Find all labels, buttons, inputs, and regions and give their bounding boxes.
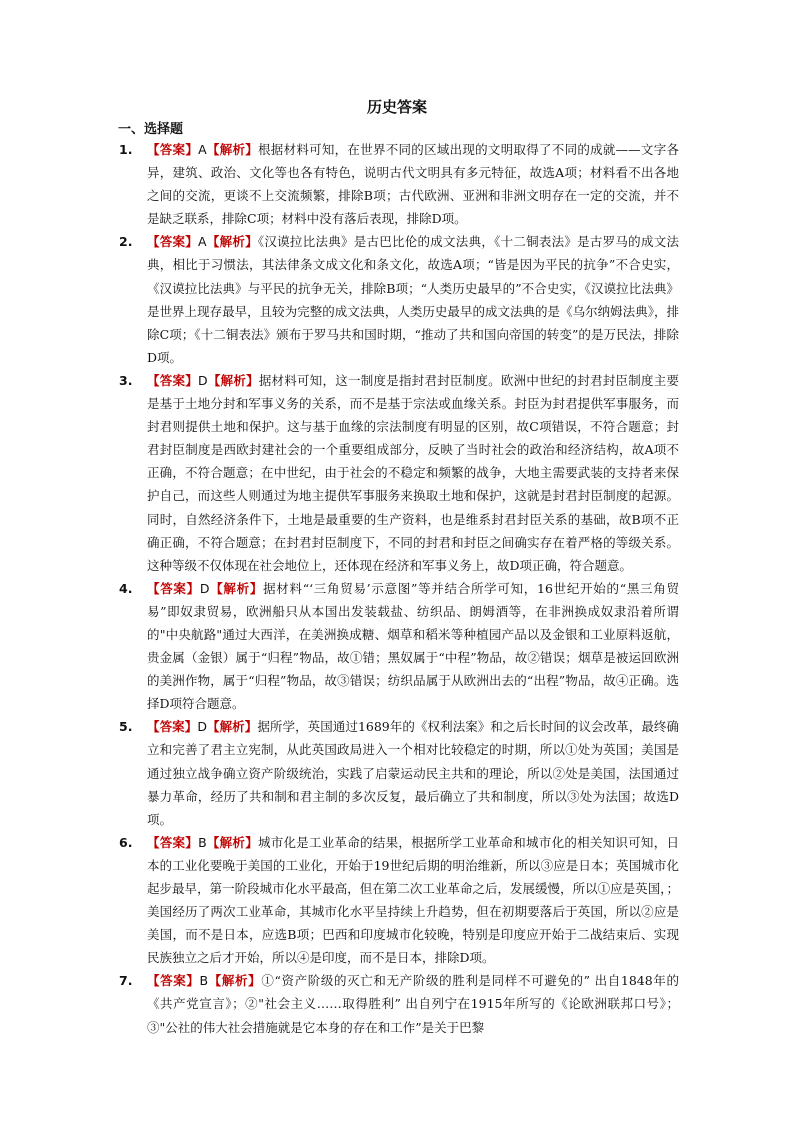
answer-letter: D xyxy=(199,580,210,596)
answer-letter: D xyxy=(197,719,207,735)
analysis-text: 根据材料可知，在世界不同的区域出现的文明取得了不同的成就——文字各异，建筑、政治、文化等也各有特色，说明古代文明具有多元特征，故选A项；材料看不出各地之间的交流，更谈不上交流频繁，排除B项；古代欧洲、亚洲和非洲文明存在一定的交流，并不是缺乏联系，排除C项；材料中没有落后表现，排除D项。 xyxy=(147,142,679,227)
analysis-label: 【解析】 xyxy=(209,580,264,596)
analysis-label: 【解析】 xyxy=(208,973,262,989)
question-item-4 xyxy=(119,577,679,716)
answer-letter: B xyxy=(198,834,207,850)
answer-letter: A xyxy=(198,142,207,157)
analysis-text: 据所学，英国通过1689年的《权利法案》和之后长时间的议会改革，最终确立和完善了君主立宪制，从此英国政局进入一个相对比较稳定的时期，所以①处为英国；美国是通过独立战争确立资产阶级统治，实践了启蒙运动民主共和的理论，所以②处是美国，法国通过暴力革命，经历了共和制和君主制的多次反复，最后确立了共和制度，所以③处为法国；故选D项。 xyxy=(147,719,679,827)
answer-label: 【答案】 xyxy=(147,372,198,388)
question-item-6 xyxy=(119,831,679,970)
question-item-5 xyxy=(119,715,679,830)
answer-label: 【答案】 xyxy=(147,973,200,989)
question-number: 1. xyxy=(119,142,133,157)
question-number: 4. xyxy=(119,580,133,596)
question-number: 6. xyxy=(119,834,133,850)
question-number: 5. xyxy=(119,719,133,735)
question-item-7 xyxy=(119,969,679,1038)
answer-label: 【答案】 xyxy=(147,719,198,735)
section-heading: 一、选择题 xyxy=(118,122,184,137)
analysis-label: 【解析】 xyxy=(207,372,259,388)
analysis-text: 据材料“‘三角贸易’示意图”等并结合所学可知，16世纪开始的“黑三角贸易”即奴隶贸易，欧洲船只从本国出发装载盐、纺织品、朗姆酒等，在非洲换成奴隶沿着所谓的"中央航路"通过大西洋，在美洲换成糖、烟草和稻米等种植园产品以及金银和工业原料返航，贵金属（金银）属于“归程”物品，故①错；黑奴属于“中程”物品，故②错误；烟草是被运回欧洲的美洲作物，属于“归程”物品，故③错误；纺织品属于从欧洲出去的“出程”物品，故④正确。选择D项符合题意。 xyxy=(147,580,679,712)
question-item-2 xyxy=(119,230,679,369)
question-number: 3. xyxy=(119,372,133,388)
answer-label: 【答案】 xyxy=(147,234,199,250)
answer-letter: B xyxy=(199,973,209,989)
question-item-3 xyxy=(119,369,679,577)
analysis-label: 【解析】 xyxy=(206,719,258,735)
question-list xyxy=(119,138,679,1039)
answer-label: 【答案】 xyxy=(147,142,199,157)
analysis-label: 【解析】 xyxy=(206,142,259,157)
answer-letter: A xyxy=(198,234,207,250)
analysis-label: 【解析】 xyxy=(206,234,258,250)
answer-letter: D xyxy=(197,372,208,388)
question-number: 2. xyxy=(119,234,133,250)
analysis-text: 《汉谟拉比法典》是古巴比伦的成文法典，《十二铜表法》是古罗马的成文法典，相比于习惯法，其法律条文成文化和条文化，故选A项；“皆是因为平民的抗争”不合史实，《汉谟拉比法典》与平民的抗争无关，排除B项；“人类历史最早的”不合史实，《汉谟拉比法典》是世界上现存最早，且较为完整的成文法典，人类历史最早的成文法典的是《乌尔纳姆法典》，排除C项；《十二铜表法》颁布于罗马共和国时期，“推动了共和国向帝国的转变”的是万民法，排除D项。 xyxy=(147,234,679,365)
question-item-1 xyxy=(119,138,679,230)
answer-label: 【答案】 xyxy=(147,580,200,596)
question-number: 7. xyxy=(119,973,133,989)
analysis-text: ①“资产阶级的灭亡和无产阶级的胜利是同样不可避免的” 出自1848年的《共产党宣言》；②"社会主义……取得胜利” 出自列宁在1915年所写的《论欧洲联邦口号》；③"公社的伟大社会措施就是它本身的存在和工作”是关于巴黎 xyxy=(147,973,679,1035)
answer-label: 【答案】 xyxy=(147,834,199,850)
analysis-text: 城市化是工业革命的结果，根据所学工业革命和城市化的相关知识可知，日本的工业化要晚于美国的工业化，开始于19世纪后期的明治维新，所以③应是日本；英国城市化起步最早，第一阶段城市化水平最高，但在第二次工业革命之后，发展缓慢，所以①应是英国，；美国经历了两次工业革命，其城市化水平呈持续上升趋势，但在初期要落后于英国，所以②应是美国，而不是日本，应选B项；巴西和印度城市化较晚，特别是印度应开始于二战结束后、实现民族独立之后才开始，所以④是印度，而不是日本，排除D项。 xyxy=(147,834,679,966)
page-title: 历史答案 xyxy=(366,98,427,116)
analysis-text: 据材料可知，这一制度是指封君封臣制度。欧洲中世纪的封君封臣制度主要是基于土地分封和军事义务的关系，而不是基于宗法或血缘关系。封臣为封君提供军事服务，而封君则提供土地和保护。这与基于血缘的宗法制度有明显的区别，故C项错误，不符合题意；封君封臣制度是西欧封建社会的一个重要组成部分，反映了当时社会的政治和经济结构，故A项不正确，不符合题意；在中世纪，由于社会的不稳定和频繁的战争，大地主需要武装的支持者来保护自己，而这些人则通过为地主提供军事服务来换取土地和保护，这就是封君封臣制度的起源。同时，自然经济条件下，土地是最重要的生产资料，也是维系封君封臣关系的基础，故B项不正确正确，不符合题意；在封君封臣制度下，不同的封君和封臣之间确实存在着严格的等级关系。这种等级不仅体现在社会地位上，还体现在经济和军事义务上，故D项正确，符合题意。 xyxy=(147,372,679,573)
analysis-label: 【解析】 xyxy=(206,834,258,850)
